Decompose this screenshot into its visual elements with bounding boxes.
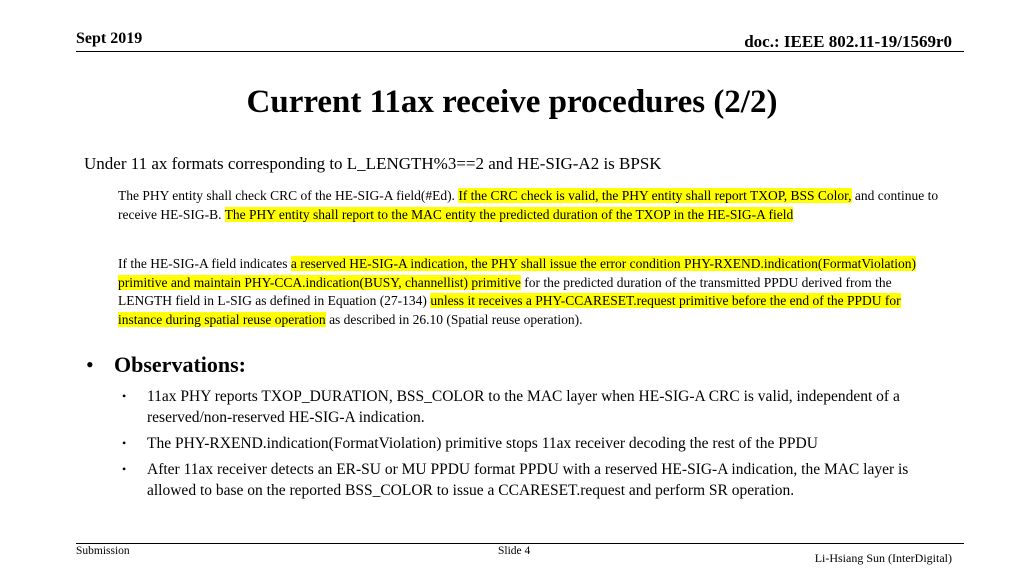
para2-highlight-2: unless it receives a PHY-CCARESET.request primitive before the end of the PPDU for instance during spatial reuse operation (118, 293, 901, 327)
header-doc-id: doc.: IEEE 802.11-19/1569r0 (744, 32, 952, 51)
para2-highlight-1: a reserved HE-SIG-A indication, the PHY shall issue the error condition PHY-RXEND.indication(FormatViolation) primitive and maintain PHY-CCA.indication(BUSY, channellist) primitive (118, 256, 917, 290)
list-item-text: 11ax PHY reports TXOP_DURATION, BSS_COLOR to the MAC layer when HE-SIG-A CRC is valid, independent of a reserved/non-reserved HE-SIG-A indication. (147, 388, 900, 426)
observations-title: Observations: (114, 352, 246, 377)
list-item-text: The PHY-RXEND.indication(FormatViolation) primitive stops 11ax receiver decoding the rest of the PPDU (147, 435, 818, 452)
bullet-icon: • (122, 389, 127, 403)
footer-divider (76, 543, 964, 544)
list-item (120, 386, 940, 428)
paragraph-crc (118, 187, 948, 224)
list-item (120, 433, 940, 454)
para1-text-1: The PHY entity shall check CRC of the HE-SIG-A field(#Ed). (118, 188, 459, 203)
footer-slide-number: Slide 4 (498, 545, 531, 557)
bullet-icon: • (122, 436, 127, 450)
para2-text-1: If the HE-SIG-A field indicates (118, 256, 291, 271)
paragraph-reserved (118, 255, 948, 329)
para1-highlight-1: If the CRC check is valid, the PHY entity shall report TXOP, BSS Color, (458, 188, 852, 203)
footer-submission: Submission (76, 545, 130, 557)
footer-author: Li-Hsiang Sun (InterDigital) (814, 551, 952, 565)
list-item-text: After 11ax receiver detects an ER-SU or MU PPDU format PPDU with a reserved HE-SIG-A indication, the MAC layer is allowed to base on the reported BSS_COLOR to issue a CCARESET.request and perform SR operation. (147, 461, 909, 499)
para1-highlight-2: The PHY entity shall report to the MAC entity the predicted duration of the TXOP in the HE-SIG-A field (224, 206, 794, 222)
bullet-icon: • (122, 462, 127, 476)
bullet-icon: • (86, 352, 94, 377)
observations-list (120, 386, 940, 506)
list-item (120, 459, 940, 501)
header-date: Sept 2019 (76, 30, 143, 47)
intro-text: Under 11 ax formats corresponding to L_LENGTH%3==2 and HE-SIG-A2 is BPSK (84, 154, 662, 173)
slide-title: Current 11ax receive procedures (2/2) (246, 84, 778, 120)
para2-text-2: for the predicted duration of the transmitted PPDU derived from the LENGTH field in L-SIG as defined in Equation (27-134) (118, 274, 892, 308)
observations-heading (86, 352, 246, 378)
para1-text-2: and continue to receive HE-SIG-B. (118, 188, 939, 222)
header-divider (76, 51, 964, 52)
para2-text-3: as described in 26.10 (Spatial reuse operation). (325, 311, 583, 327)
